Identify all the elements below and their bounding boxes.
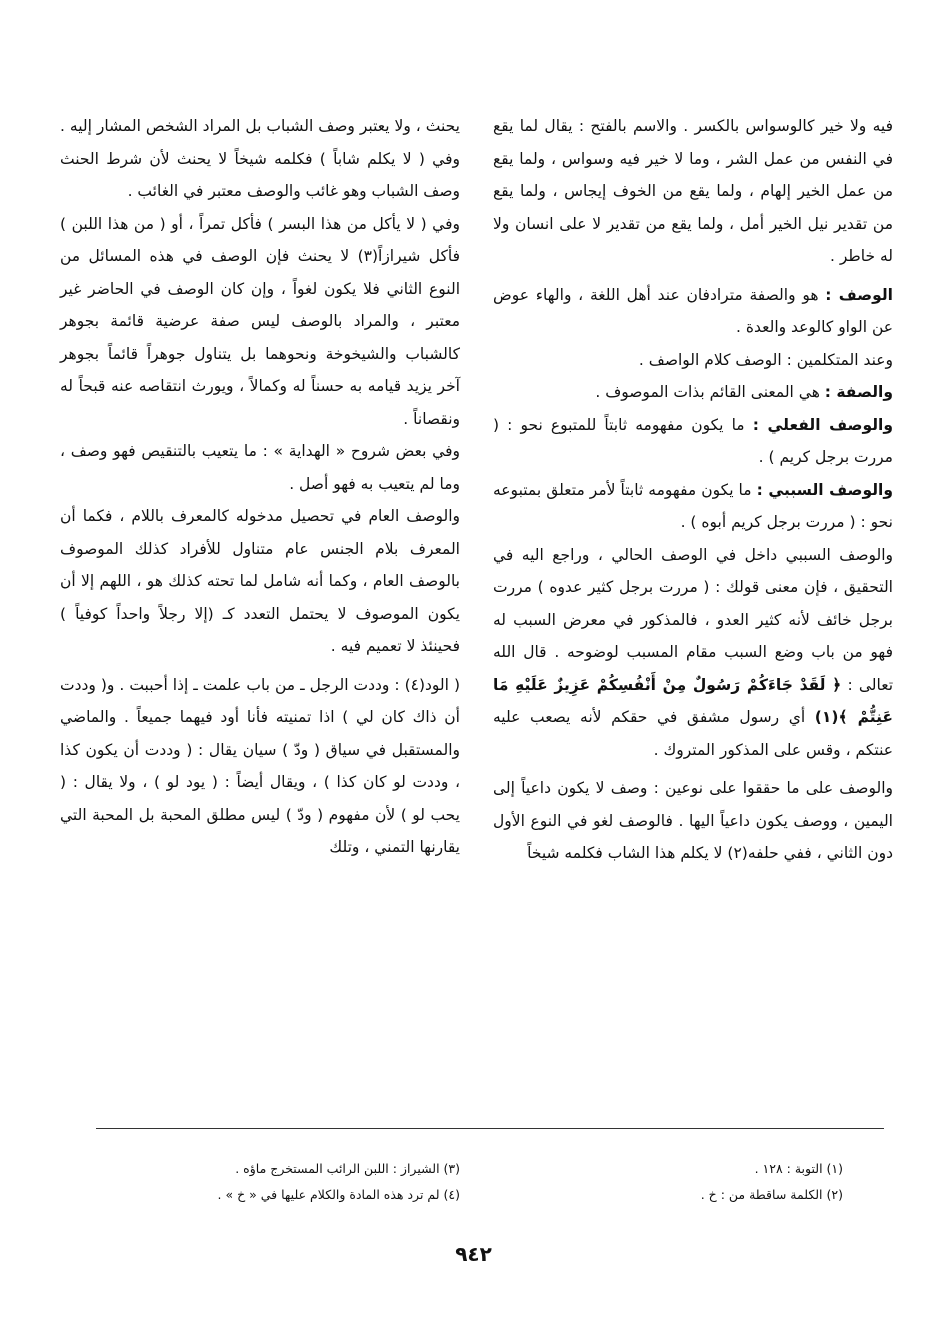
paragraph: والوصف العام في تحصيل مدخوله كالمعرف باللام ، فكما أن المعرف بلام الجنس عام متناول للأفراد كذلك الموصوف بالوصف العام ، وكما أنه شامل لما تحته كذلك هو ، اللهم إلا أن يكون الموصوف لا يحتمل التعدد كـ (إلا رجلاً واحداً كوفياً ) فحينئذ لا تعميم فيه . <box>60 507 460 655</box>
paragraph: والوصف على ما حققوا على نوعين : وصف لا يكون داعياً إلى اليمين ، ووصف يكون داعياً اليها . فالوصف لغو في النوع الأول دون الثاني ، ففي حلفه(٢) لا يكلم هذا الشاب فكلمه شيخاً <box>493 779 893 862</box>
term-label: الوصف : <box>825 285 893 304</box>
text-after: أي رسول مشفق في حقكم لأنه يصعب عليه عنتكم ، وقس على المذكور المتروك . <box>493 708 893 759</box>
footnote: (١) التوبة : ١٢٨ . <box>754 1161 843 1176</box>
footnotes-right <box>493 1156 843 1208</box>
definition-text: ما يكون مفهومه ثابتاً لأمر متعلق بمتبوعه نحو : ( مررت برجل كريم أبوه ) . <box>493 480 893 531</box>
page-number: ٩٤٢ <box>455 1242 492 1266</box>
paragraph: وفي بعض شروح « الهداية » : ما يتعيب بالتنقيص فهو وصف ، وما لم يتعيب به فهو أصل . <box>60 442 460 493</box>
paragraph: يحنث ، ولا يعتبر وصف الشباب بل المراد الشخص المشار إليه . وفي ( لا يكلم شاباً ) فكلمه شيخاً لا يحنث لأن شرط الحنث وصف الشباب وهو غائب والوصف معتبر في الغائب . <box>60 117 460 200</box>
definition-text: هي المعنى القائم بذات الموصوف . <box>595 383 825 401</box>
definition-wasf <box>493 279 893 344</box>
text-before: والوصف السببي داخل في الوصف الحالي ، وراجع اليه في التحقيق ، فإن معنى قولك : ( مررت برجل كثير عدوه ) مررت برجل خائف لأنه كثير العدو ، فالمذكور في معرض السبب له فهو من باب وضع السبب مقام المسبب لوضوحه . قال الله تعالى : <box>493 545 894 694</box>
paragraph-quran <box>493 539 893 767</box>
footnote: (٢) الكلمة ساقطة من : خ . <box>700 1187 843 1202</box>
left-column <box>60 110 460 864</box>
footnotes-left <box>120 1156 460 1208</box>
definition-wasf-sababi <box>493 474 893 539</box>
quran-verse: ﴿ لَقَدْ جَاءَكُمْ رَسُولٌ مِنْ أَنْفُسِكُمْ عَزِيزٌ عَلَيْهِ مَا عَنِتُّمْ ﴾(١) <box>493 675 893 726</box>
paragraph: وعند المتكلمين : الوصف كلام الواصف . <box>638 350 893 369</box>
term-label: والوصف السببي : <box>756 480 894 499</box>
paragraph: وفي ( لا يأكل من هذا البسر ) فأكل تمراً ، أو ( من هذا اللبن ) فأكل شيرازاً(٣) لا يحنث فإن الوصف في هذه المسائل من النوع الثاني فلا يكون لغواً ، وإن كان الوصف في الحاضر غير معتبر ، والمراد بالوصف ليس صفة عرضية قائمة بجوهر كالشباب والشيخوخة ونحوهما بل يتناول جوهراً قائماً بجوهر آخر يزيد قيامه به حسناً له وكمالاً ، ويورث انتقاصه عنه قبحاً له ونقصاناً . <box>60 214 460 428</box>
footnote: (٣) الشيراز : اللبن الرائب المستخرج ماؤه . <box>235 1161 460 1176</box>
definition-wasf-fili <box>493 409 893 474</box>
definition-text: ما يكون مفهومه ثابتاً للمتبوع نحو : ( مررت برجل كريم ) . <box>493 415 893 466</box>
paragraph: فيه ولا خير كالوسواس بالكسر . والاسم بالفتح : يقال لما يقع في النفس من عمل الشر ، وما لا خير فيه وسواس ، ولما يقع من عمل الخير إلهام ، ولما يقع من الخوف إيجاس ، ولما يقع من تقدير نيل الخير أمل ، ولما يقع من تقدير لا على انسان ولا له خاطر . <box>493 117 893 265</box>
definition-text: هو والصفة مترادفان عند أهل اللغة ، والهاء عوض عن الواو كالوعد والعدة . <box>493 285 893 336</box>
paragraph: ( الود(٤) : وددت الرجل ـ من باب علمت ـ إذا أحببت . و( وددت أن ذاك كان لي ) اذا تمنيته فأنا أود فيهما جميعاً . والماضي والمستقبل في سياق ( ودّ ) سيان يقال : ( وددت أن يكون كذا ، وددت لو كان كذا ) ، ويقال أيضاً : ( يود لو ) ، ولا يقال : ( يحب لو ) لأن مفهوم ( ودّ ) ليس مطلق المحبة بل المحبة التي يقارنها التمني ، وتلك <box>60 675 460 856</box>
definition-sifa <box>493 376 893 409</box>
right-column <box>493 110 893 870</box>
footnote-separator <box>96 1128 884 1129</box>
term-label: والصفة : <box>824 383 893 401</box>
term-label: والوصف الفعلي : <box>752 415 893 434</box>
footnote: (٤) لم ترد هذه المادة والكلام عليها في « خ » . <box>217 1187 460 1202</box>
